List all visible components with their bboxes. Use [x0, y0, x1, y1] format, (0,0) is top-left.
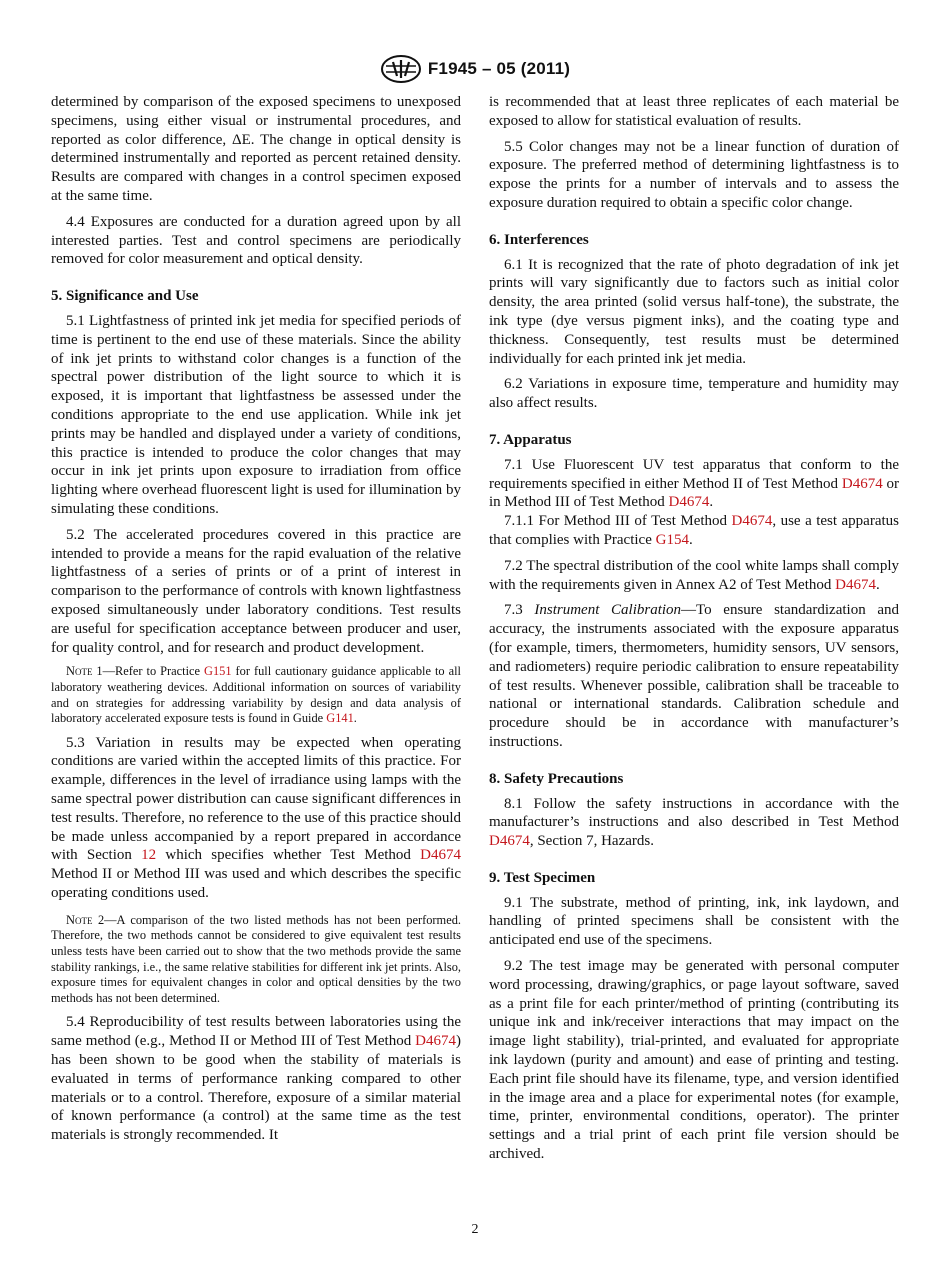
paragraph-6-2: 6.2 Variations in exposure time, temperature and humidity may also affect results. — [489, 376, 899, 412]
right-column — [489, 93, 899, 1171]
link-g141[interactable]: G141 — [326, 711, 354, 726]
paragraph-7-1-1-text-a: 7.1.1 For Method III of Test Method — [504, 513, 732, 530]
paragraph-7-1-1-text-c: . — [688, 531, 693, 548]
paragraph-5-4-continued: is recommended that at least three replicates of each material be exposed to allow for statistical evaluation of results. — [489, 94, 899, 129]
section-8-heading: 8. Safety Precautions — [489, 770, 624, 787]
paragraph-7-1-1 — [489, 512, 899, 550]
link-d4674[interactable]: D4674 — [415, 1033, 456, 1050]
note-2-label: Note 2 — [66, 912, 105, 927]
paragraph-5-3-text-c: Method II or Method III was used and which describes the specific operating conditions used. — [51, 866, 461, 902]
link-d4674[interactable]: D4674 — [841, 475, 883, 492]
paragraph-7-1-text-b: or in Method III of Test Method — [489, 475, 900, 511]
link-d4674[interactable]: D4674 — [420, 847, 461, 864]
paragraph-7-1-1-text-b: , use a test apparatus that complies with Practice — [489, 513, 899, 548]
paragraph-5-3 — [51, 734, 461, 903]
left-column — [51, 93, 461, 1152]
paragraph-7-2-text-b: . — [875, 576, 880, 593]
paragraph-8-1-text-a: 8.1 Follow the safety instructions in accordance with the manufacturer’s instructions and also described in Test Method — [489, 795, 899, 831]
paragraph-4-4: 4.4 Exposures are conducted for a duration agreed upon by all interested parties. Test and control specimens are periodically removed for color measurement and optical density. — [51, 213, 461, 268]
paragraph-5-3-text-b: which specifies whether Test Method — [156, 847, 421, 864]
paragraph-5-4-text-a: 5.4 Reproducibility of test results between laboratories using the same method (e.g., Method II or Method III of Test Method — [51, 1014, 461, 1050]
paragraph-8-1-text-b: , Section 7, Hazards. — [529, 833, 654, 850]
link-g151[interactable]: G151 — [204, 664, 232, 679]
document-id: F1945 – 05 (2011) — [427, 59, 571, 78]
paragraph-5-5: 5.5 Color changes may not be a linear function of duration of exposure. The preferred method of determining lightfastness is to expose the prints for a number of intervals and to assess the exposure duration required to obtain a specific color change. — [489, 138, 899, 211]
note-1-text-a: —Refer to Practice — [102, 664, 204, 679]
paragraph-7-2-text-a: 7.2 The spectral distribution of the cool white lamps shall comply with the requirements given in Annex A2 of Test Method — [489, 557, 899, 593]
note-1-text-b: for full cautionary guidance applicable to all laboratory weathering devices. Additional information on sources of variability and on strategies for addressing variability by design and data analysis of laboratory accelerated exposure tests is found in Guide — [51, 664, 461, 726]
note-1 — [51, 664, 461, 726]
page-header — [0, 54, 950, 84]
paragraph-7-2 — [489, 557, 899, 595]
paragraph-7-1-text-c: . — [709, 494, 714, 511]
astm-logo-icon — [380, 54, 422, 84]
link-d4674[interactable]: D4674 — [668, 494, 710, 511]
paragraph-7-3-title: Instrument Calibration — [534, 602, 682, 619]
link-g154[interactable]: G154 — [655, 531, 689, 548]
link-section-12[interactable]: 12 — [141, 847, 157, 864]
paragraph-7-1-text-a: 7.1 Use Fluorescent UV test apparatus that conform to the requirements specified in either Method II of Test Method — [489, 456, 899, 492]
paragraph-7-3-text: —To ensure standardization and accuracy, the instruments associated with the exposure apparatus (for example, timers, thermometers, humidity sensors, UV sensors, and radiometers) require periodic calibration to ensure repeatability of test results. Whenever possible, calibration shall be traceable to national or international standards. Calibration schedule and procedure should be in accordance with manufacturer’s instructions. — [489, 602, 900, 750]
paragraph-5-4 — [51, 1013, 461, 1145]
section-6-heading: 6. Interferences — [489, 231, 589, 248]
paragraph-8-1 — [489, 795, 899, 851]
paragraph-7-3 — [489, 601, 899, 751]
section-5-heading: 5. Significance and Use — [51, 288, 199, 305]
link-d4674[interactable]: D4674 — [835, 576, 876, 593]
note-2-text: —A comparison of the two listed methods has not been performed. Therefore, the two methods cannot be considered to give equivalent test results unless tests have been carried out to show that the two methods provide the same stability rankings, i.e., the same relative stabilities for different ink jet prints. Also, exposure times for equivalent changes in color and optical densities by the two methods has not been determined. — [51, 912, 461, 1005]
paragraph-5-1: 5.1 Lightfastness of printed ink jet media for specified periods of time is pertinent to the end use of these materials. Since the ability of ink jet prints to withstand color changes is a function of the spectral power distribution of the light source to which it is exposed, it is important that lightfastness be assessed under the conditions appropriate to the end use application. While ink jet prints may be handled and displayed under a variety of conditions, this practice is intended to produce the color changes that may occur in ink jet prints upon exposure to irradiation from office lighting where overhead fluorescent light is used for illumination by simulating these conditions. — [51, 312, 461, 517]
section-7-heading: 7. Apparatus — [489, 431, 572, 448]
paragraph-9-1: 9.1 The substrate, method of printing, ink, ink laydown, and handling of printed specimens shall be consistent with the anticipated end use of the specimens. — [489, 894, 899, 949]
link-d4674[interactable]: D4674 — [731, 513, 773, 530]
note-1-label: Note 1 — [66, 664, 103, 679]
section-9-heading: 9. Test Specimen — [489, 869, 596, 886]
paragraph-4-3-continued: determined by comparison of the exposed specimens to unexposed specimens, using either visual or instrumental procedures, and reported as color difference, ΔE. The change in optical density is determined instrumentally and reported as percent retained density. Results are compared with changes in a control specimen exposed at the same time. — [51, 94, 461, 204]
paragraph-9-2: 9.2 The test image may be generated with personal computer word processing, drawing/graphics, or page layout software, saved as a print file for each printer/method of printing (contributing its unique ink and ink/receiver interactions that may impact on the image light stability), trial-printed, and evaluated for appropriate ink laydown (purity and amount) and ease of printing and testing. Each print file should have its filename, type, and version identified in the image area and a place for experimental notes (for example, time, printer, environmental conditions, operator). The printer settings and a trial print of each print file version should be archived. — [489, 958, 899, 1163]
paragraph-5-2: 5.2 The accelerated procedures covered in this practice are intended to provide a means for the rapid evaluation of the relative lightfastness of a series of prints or of a print of interest in comparison to the performance of controls with known lightfastness exposed simultaneously under laboratory conditions. Test results are useful for specification acceptance between producer and user, for quality control, and for research and product development. — [51, 526, 461, 656]
paragraph-5-4-text-b: ) has been shown to be good when the stability of materials is evaluated in terms of performance ranking compared to other materials or to a control. Therefore, exposure of a similar material of known performance (a control) at the same time as the test materials is strongly recommended. It — [51, 1033, 461, 1144]
note-2 — [51, 913, 461, 1007]
note-1-text-c: . — [353, 711, 357, 726]
paragraph-7-3-number: 7.3 — [504, 602, 535, 619]
paragraph-5-3-text-a: 5.3 Variation in results may be expected when operating conditions are varied within the accepted limits of this practice. For example, differences in the level of irradiance using lamps with the same spectral power distribution can cause significant differences in test results. Therefore, no reference to the use of this practice should be made unless accompanied by a report prepared in accordance with Section — [51, 734, 461, 864]
paragraph-6-1: 6.1 It is recognized that the rate of photo degradation of ink jet prints will vary significantly due to factors such as initial color density, the area printed (solid versus half-tone), the substrate, the ink type (dye versus pigment inks), and the coating type and thickness. Consequently, test results must be determined individually for each printed ink jet media. — [489, 256, 899, 367]
page-number: 2 — [471, 1222, 479, 1237]
link-d4674[interactable]: D4674 — [489, 833, 530, 850]
paragraph-7-1 — [489, 456, 899, 512]
